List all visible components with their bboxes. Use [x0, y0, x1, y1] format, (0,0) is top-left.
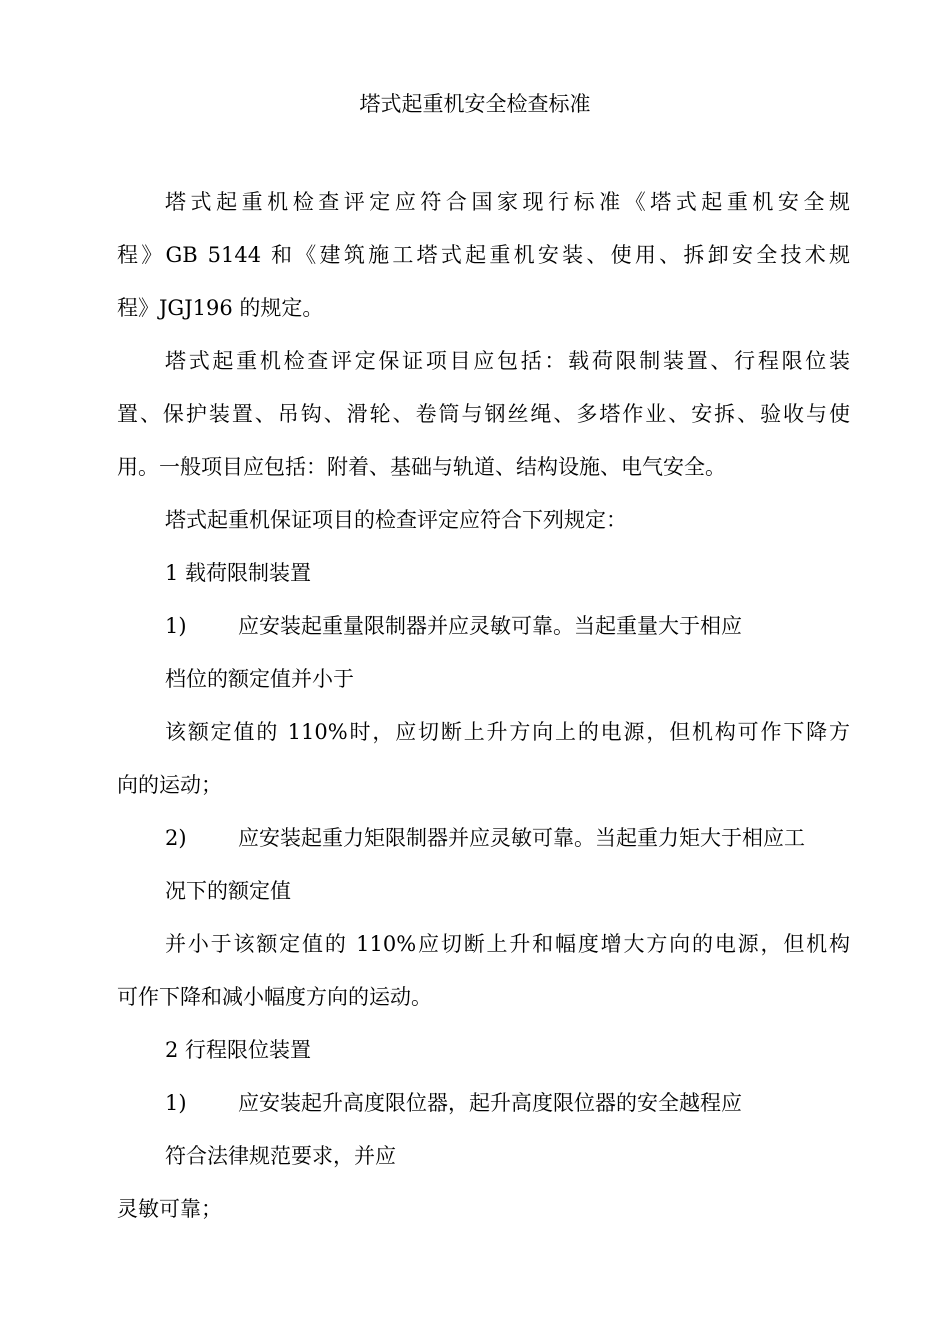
paragraph-line: 塔式起重机检查评定应符合国家现行标准《塔式起重机安全规 [165, 190, 850, 214]
paragraph-line: 并小于该额定值的 110%应切断上升和幅度增大方向的电源，但机构 [165, 932, 850, 956]
paragraph-line: 用。一般项目应包括：附着、基础与轨道、结构设施、电气安全。 [117, 455, 726, 479]
list-item-text: 应安装起重量限制器并应灵敏可靠。当起重量大于相应 [238, 614, 742, 638]
paragraph-line: 可作下降和减小幅度方向的运动。 [117, 985, 432, 1009]
list-item-text: 应安装起升高度限位器，起升高度限位器的安全越程应 [238, 1091, 742, 1115]
paragraph-line: 灵敏可靠； [117, 1197, 222, 1221]
section-heading: 1 载荷限制装置 [165, 561, 312, 585]
paragraph-line: 档位的额定值并小于 [165, 667, 354, 691]
list-item-text: 应安装起重力矩限制器并应灵敏可靠。当起重力矩大于相应工 [238, 826, 805, 850]
paragraph-line: 符合法律规范要求，并应 [165, 1144, 396, 1168]
list-number: 1) [165, 1091, 187, 1115]
list-number: 1) [165, 614, 187, 638]
document-title: 塔式起重机安全检查标准 [359, 92, 591, 116]
paragraph-line: 该额定值的 110%时，应切断上升方向上的电源，但机构可作下降方 [165, 720, 850, 744]
paragraph-line: 置、保护装置、吊钩、滑轮、卷筒与钢丝绳、多塔作业、安拆、验收与使 [117, 402, 850, 426]
paragraph-line: 塔式起重机保证项目的检查评定应符合下列规定： [165, 508, 627, 532]
paragraph-line: 程》JGJ196 的规定。 [117, 296, 324, 320]
paragraph-line: 塔式起重机检查评定保证项目应包括：载荷限制装置、行程限位装 [165, 349, 850, 373]
paragraph-line: 况下的额定值 [165, 879, 291, 903]
section-heading: 2 行程限位装置 [165, 1038, 312, 1062]
paragraph-line: 程》GB 5144 和《建筑施工塔式起重机安装、使用、拆卸安全技术规 [117, 243, 850, 267]
list-number: 2) [165, 826, 187, 850]
paragraph-line: 向的运动； [117, 773, 222, 797]
